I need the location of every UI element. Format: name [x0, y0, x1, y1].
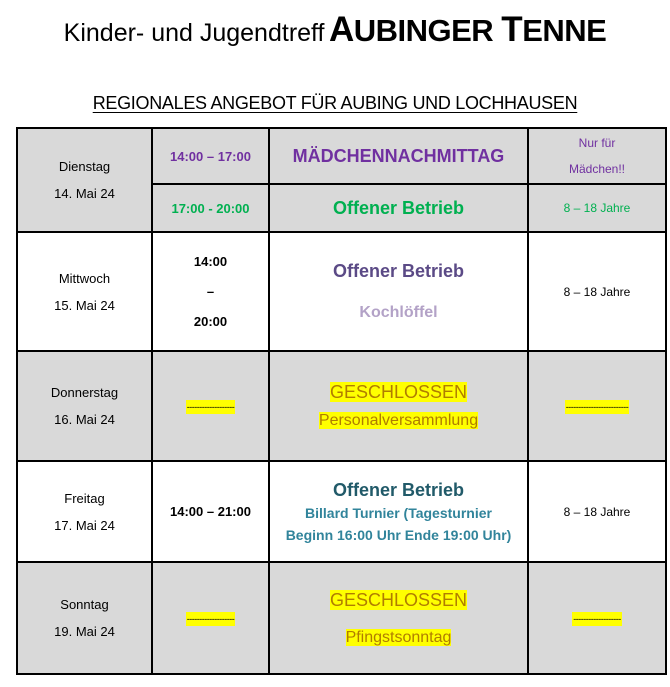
activity-cell: [269, 232, 528, 351]
day-date: 14. Mai 24: [54, 186, 115, 201]
day-name: Donnerstag: [50, 385, 119, 400]
time-end: 20:00: [193, 313, 228, 329]
page-subtitle: REGIONALES ANGEBOT FÜR AUBING UND LOCHHAUSEN: [92, 93, 578, 113]
time-cell: [152, 562, 269, 674]
page-header: [0, 10, 670, 50]
time-start: 14:00: [193, 253, 228, 269]
age-cell: [528, 562, 666, 674]
table-row: [17, 128, 666, 184]
activity-title: Offener Betrieb: [332, 197, 465, 218]
activity-subtitle: Billard Turnier (Tagesturnier Beginn 16:00 Uhr Ende 19:00 Uhr): [285, 504, 512, 543]
dash-placeholder: -------------------------: [565, 402, 629, 412]
day-cell: [17, 351, 152, 461]
table-row: [17, 232, 666, 351]
activity-subtitle: Kochlöffel: [359, 304, 438, 321]
dash-placeholder: -------------------: [573, 614, 621, 624]
activity-cell: [269, 184, 528, 232]
day-name: Dienstag: [58, 159, 111, 174]
header-prefix: Kinder- und Jugendtreff: [63, 19, 325, 47]
time-cell: 17:00 - 20:00: [152, 184, 269, 232]
note-cell: [528, 128, 666, 184]
dash-placeholder: -------------------: [186, 614, 235, 624]
day-name: Mittwoch: [58, 270, 111, 286]
age-cell: [528, 351, 666, 461]
activity-subtitle: Pfingstsonntag: [345, 628, 452, 646]
age-cell: 8 – 18 Jahre: [528, 184, 666, 232]
age-cell: 8 – 18 Jahre: [528, 461, 666, 562]
activity-cell: [269, 351, 528, 461]
day-cell: [17, 461, 152, 562]
activity-title: GESCHLOSSEN: [329, 382, 468, 402]
table-row: [17, 562, 666, 674]
time-cell: [152, 232, 269, 351]
day-date: 19. Mai 24: [54, 624, 115, 639]
note-line: Nur für: [578, 136, 616, 150]
day-date: 16. Mai 24: [54, 412, 115, 427]
note-line: Mädchen!!: [568, 162, 626, 176]
table-row: [17, 351, 666, 461]
day-date: 17. Mai 24: [54, 517, 115, 533]
day-name: Freitag: [64, 490, 105, 506]
activity-title: Offener Betrieb: [332, 261, 465, 281]
schedule-table: [16, 127, 667, 675]
activity-cell: [269, 461, 528, 562]
day-cell: [17, 562, 152, 674]
day-cell: [17, 128, 152, 232]
activity-cell: [269, 128, 528, 184]
time-cell: [152, 351, 269, 461]
table-row: [17, 461, 666, 562]
time-cell: 14:00 – 21:00: [152, 461, 269, 562]
activity-subtitle: Personalversammlung: [318, 412, 479, 429]
dash-placeholder: -------------------: [186, 402, 235, 412]
activity-title: MÄDCHENNACHMITTAG: [292, 145, 505, 166]
day-name: Sonntag: [60, 597, 109, 612]
time-separator: –: [206, 283, 215, 299]
activity-title: GESCHLOSSEN: [329, 589, 468, 610]
activity-title: Offener Betrieb: [332, 479, 465, 500]
time-cell: 14:00 – 17:00: [152, 128, 269, 184]
day-cell: [17, 232, 152, 351]
day-date: 15. Mai 24: [54, 297, 115, 313]
brand-name: AUBINGER TENNE: [328, 10, 607, 49]
activity-cell: [269, 562, 528, 674]
age-cell: 8 – 18 Jahre: [528, 232, 666, 351]
